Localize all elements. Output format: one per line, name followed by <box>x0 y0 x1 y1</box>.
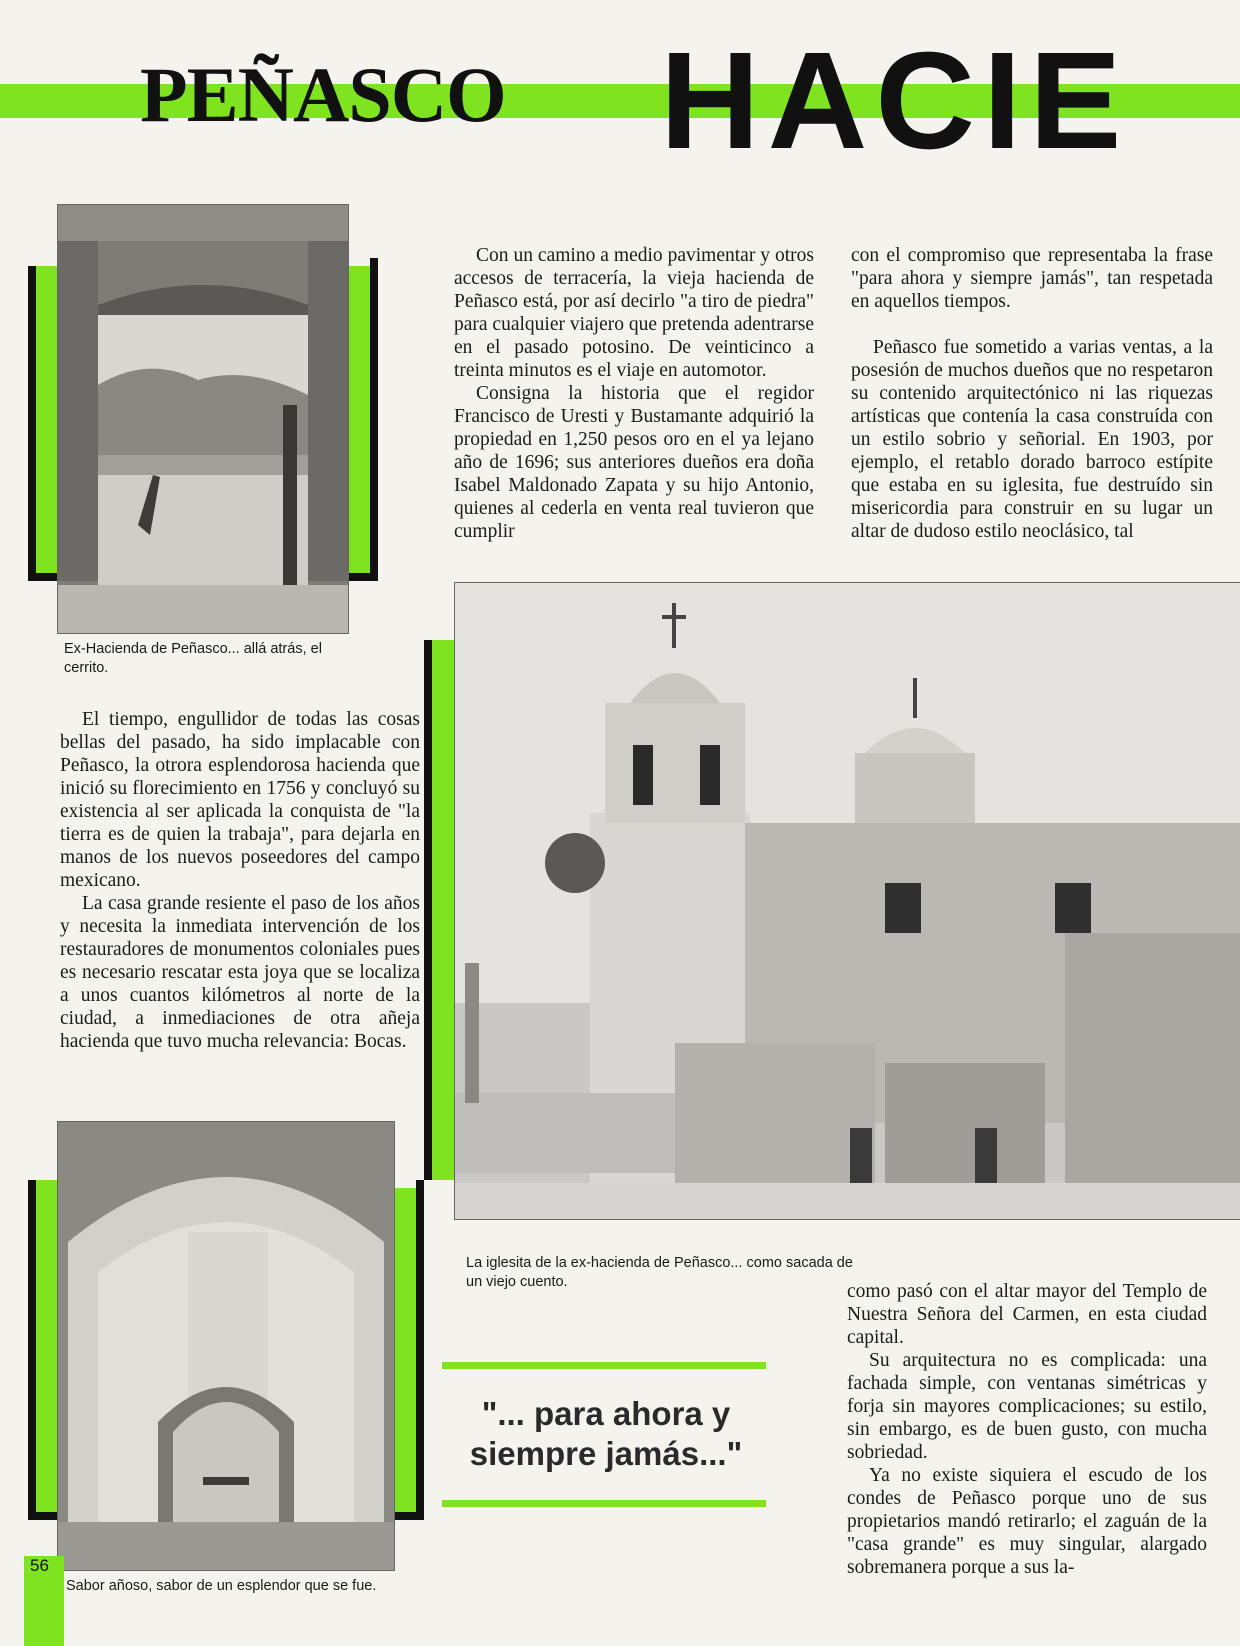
frame-bar-arches-left <box>28 1180 36 1520</box>
frame-green-arches-right <box>392 1188 416 1512</box>
caption-church: La iglesita de la ex-hacienda de Peñasco... como sacada de un viejo cuento. <box>466 1255 853 1290</box>
text-column-left-middle <box>60 708 420 1053</box>
caption-arches: Sabor añoso, sabor de un esplendor que se fue. <box>66 1578 377 1594</box>
frame-green-church <box>432 640 456 1180</box>
caption-doorway: Ex-Hacienda de Peñasco... allá atrás, el cerrito. <box>64 641 322 676</box>
paragraph: con el compromiso que representaba la frase "para ahora y siempre jamás", tan respetada en aquellos tiempos. <box>851 245 1213 312</box>
frame-bar-arches-right <box>416 1180 424 1520</box>
frame-bar-left <box>28 266 36 581</box>
photo-church <box>455 583 1240 1219</box>
paragraph: Su arquitectura no es complicada: una fachada simple, con ventanas simétricas y forja sin mayores complicaciones; su estilo, sin embargo, es de buen gusto, con mucha sobriedad. <box>847 1350 1207 1463</box>
pull-quote: "... para ahora y siempre jamás..." <box>469 1395 743 1472</box>
paragraph: Con un camino a medio pavimentar y otros accesos de terracería, la vieja hacienda de Peñasco está, por así decirlo "a tiro de piedra" para cualquier viajero que pretenda adentrarse en el pasado potosino. De veinticinco a treinta minutos es el viaje en automotor. <box>454 245 815 381</box>
text-column-middle-top <box>454 244 814 543</box>
text-column-right-top <box>851 244 1213 543</box>
page-number: 56 <box>30 1556 49 1575</box>
frame-green-right <box>346 266 370 573</box>
paragraph: La casa grande resiente el paso de los años y necesita la inmediata intervención de los restauradores de monumentos coloniales pues es necesario rescatar esta joya que se localiza a unos cuantos kilómetros al norte de la ciudad, a inmediaciones de otra añeja hacienda que tuvo mucha relevancia: Bocas. <box>60 893 420 1052</box>
paragraph: Peñasco fue sometido a varias ventas, a la posesión de muchos dueños que no respetaron su contenido arquitectónico ni las riquezas artísticas que contenía la casa construída con un estilo sobrio y señorial. En 1903, por ejemplo, el retablo dorado barroco estípite que estaba en su iglesita, fue destruído sin misericordia para construir en su lugar un altar de dudoso estilo neoclásico, tal <box>851 337 1213 542</box>
text-column-right-bottom <box>847 1280 1207 1579</box>
frame-bar-right <box>370 258 378 581</box>
frame-bar-church <box>424 640 432 1180</box>
pullquote-rule-top <box>442 1362 766 1369</box>
header-title-cut-wrapper <box>660 40 1240 152</box>
frame-green-left <box>36 266 60 573</box>
pullquote-rule-bottom <box>442 1500 766 1507</box>
frame-green-arches-left <box>36 1180 60 1512</box>
paragraph: El tiempo, engullidor de todas las cosas bellas del pasado, ha sido implacable con Peñasco, la otrora esplendorosa hacienda que inició su florecimiento en 1756 y concluyó su existencia al ser aplicada la conquista de "la tierra es de quien la trabaja", para dejarla en manos de los nuevos poseedores del campo mexicano. <box>60 709 420 891</box>
paragraph: Ya no existe siquiera el escudo de los condes de Peñasco porque uno de sus propietarios mandó retirarlo; el zaguán de la "casa grande" es muy singular, alargado sobremanera porque a sus la- <box>847 1465 1207 1578</box>
header-title-cut: HACIE <box>660 40 1130 152</box>
paragraph: Consigna la historia que el regidor Francisco de Uresti y Bustamante adquirió la propiedad en 1,250 pesos oro en el ya lejano año de 1696; sus anteriores dueños era doña Isabel Maldonado Zapata y su hijo Antonio, quienes al cederla en venta real tuvieron que cumplir <box>454 383 814 542</box>
page-title: PEÑASCO <box>140 51 506 138</box>
paragraph: como pasó con el altar mayor del Templo de Nuestra Señora del Carmen, en esta ciudad capital. <box>847 1281 1207 1348</box>
photo-hacienda-doorway <box>58 205 348 633</box>
photo-arches <box>58 1122 394 1570</box>
